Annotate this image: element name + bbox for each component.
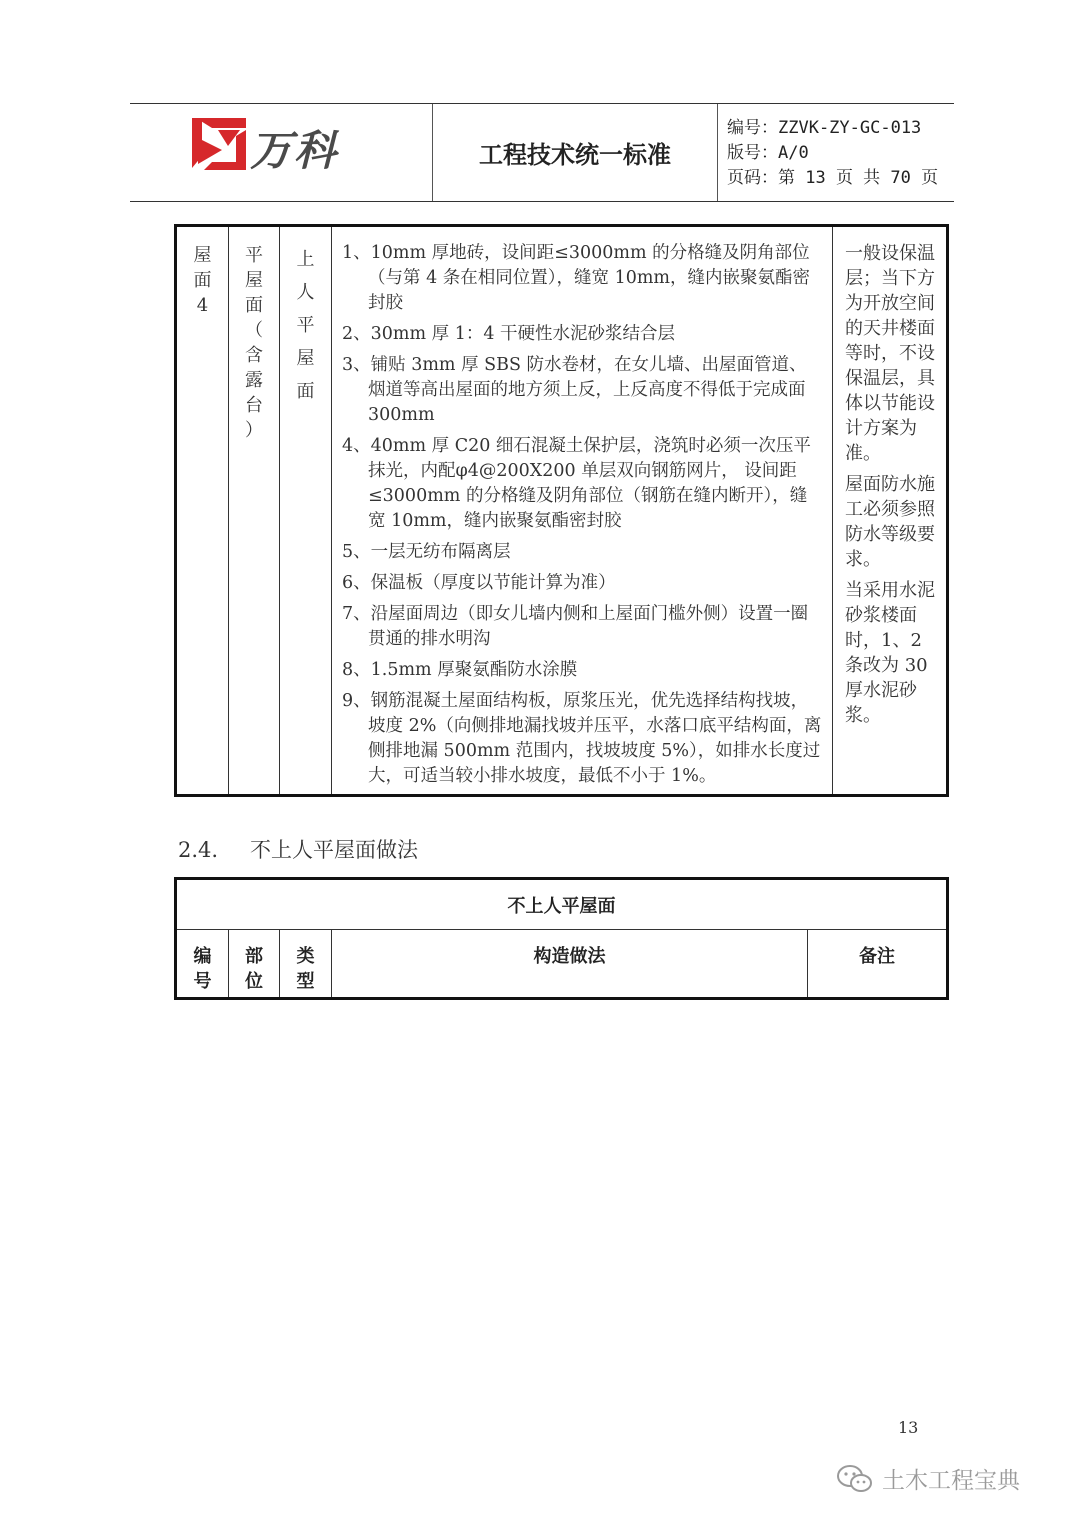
wechat-icon xyxy=(836,1464,874,1494)
construction-step: 1、10mm 厚地砖，设间距≤3000mm 的分格缝及阴角部位（与第 4 条在相同位置），缝宽 10mm，缝内嵌聚氨酯密封胶 xyxy=(342,243,811,313)
document-info xyxy=(727,116,938,191)
page-number: 13 xyxy=(898,1418,919,1437)
construction-step: 8、1.5mm 厚聚氨酯防水涂膜 xyxy=(342,660,578,680)
document-title: 工程技术统一标准 xyxy=(433,104,718,201)
header-part: 部 位 xyxy=(229,930,280,997)
construction-step: 3、铺贴 3mm 厚 SBS 防水卷材，在女儿墙、出屋面管道、烟道等高出屋面的地方须上反，上反高度不得低于完成面 300mm xyxy=(342,355,807,425)
non-access-roof-table xyxy=(174,877,949,1000)
construction-steps xyxy=(342,241,824,795)
watermark-text: 土木工程宝典 xyxy=(882,1468,1020,1494)
construction-step: 6、保温板（厚度以节能计算为准） xyxy=(342,573,616,593)
note-item: 一般设保温层；当下方为开放空间的天井楼面等时，不设保温层，具体以节能设计方案为准。 xyxy=(845,243,935,464)
note-item: 屋面防水施工必须参照防水等级要求。 xyxy=(845,474,935,570)
logo-cell xyxy=(130,104,433,201)
page-header xyxy=(130,103,954,202)
section-heading xyxy=(178,834,418,864)
note-item: 当采用水泥砂浆楼面时，1、2 条改为 30 厚水泥砂浆。 xyxy=(845,580,935,726)
cell-type-text: 上 人 平 屋 面 xyxy=(296,249,315,402)
cell-type xyxy=(280,227,332,794)
construction-step: 5、一层无纺布隔离层 xyxy=(342,542,511,562)
watermark xyxy=(836,1462,1020,1495)
notes xyxy=(845,241,940,734)
construction-step: 4、40mm 厚 C20 细石混凝土保护层，浇筑时必须一次压平抹光，内配φ4@200X200 单层双向钢筋网片， 设间距≤3000mm 的分格缝及阴角部位（钢筋在缝内断开），缝宽 10mm，缝内嵌聚氨酯密封胶 xyxy=(342,436,811,531)
header-number: 编 号 xyxy=(177,930,229,997)
section-title: 不上人平屋面做法 xyxy=(250,838,418,862)
cell-number xyxy=(177,227,229,794)
header-type: 类 型 xyxy=(280,930,332,997)
cell-part-text: 平 屋 面 （ 含 露 台 ） xyxy=(245,245,263,441)
construction-step: 7、沿屋面周边（即女儿墙内侧和上屋面门槛外侧）设置一圈贯通的排水明沟 xyxy=(342,604,809,649)
doc-version: 版号：A/0 xyxy=(727,143,809,163)
doc-page-info: 页码：第 13 页 共 70 页 xyxy=(727,168,939,188)
cell-number-text: 屋 面 4 xyxy=(193,245,212,316)
cell-construction xyxy=(332,227,833,794)
construction-step: 2、30mm 厚 1：4 干硬性水泥砂浆结合层 xyxy=(342,324,676,344)
table-header-row xyxy=(177,930,946,997)
section-number: 2.4. xyxy=(178,838,219,862)
vanke-logo-icon xyxy=(192,116,246,170)
cell-part xyxy=(229,227,280,794)
construction-step: 9、钢筋混凝土屋面结构板，原浆压光，优先选择结构找坡，坡度 2%（向侧排地漏找坡并压平，水落口底平结构面，离侧排地漏 500mm 范围内，找坡坡度 5%），如排水长度过大，可适当较小排水坡度，最低不小于 1%。 xyxy=(342,691,822,786)
logo-text: 万科 xyxy=(250,126,339,175)
doc-number: 编号：ZZVK-ZY-GC-013 xyxy=(727,118,922,138)
roof-spec-table xyxy=(174,224,949,797)
cell-notes xyxy=(833,227,946,794)
table-title: 不上人平屋面 xyxy=(177,880,946,930)
header-notes: 备注 xyxy=(859,946,895,967)
header-construction: 构造做法 xyxy=(332,930,808,997)
